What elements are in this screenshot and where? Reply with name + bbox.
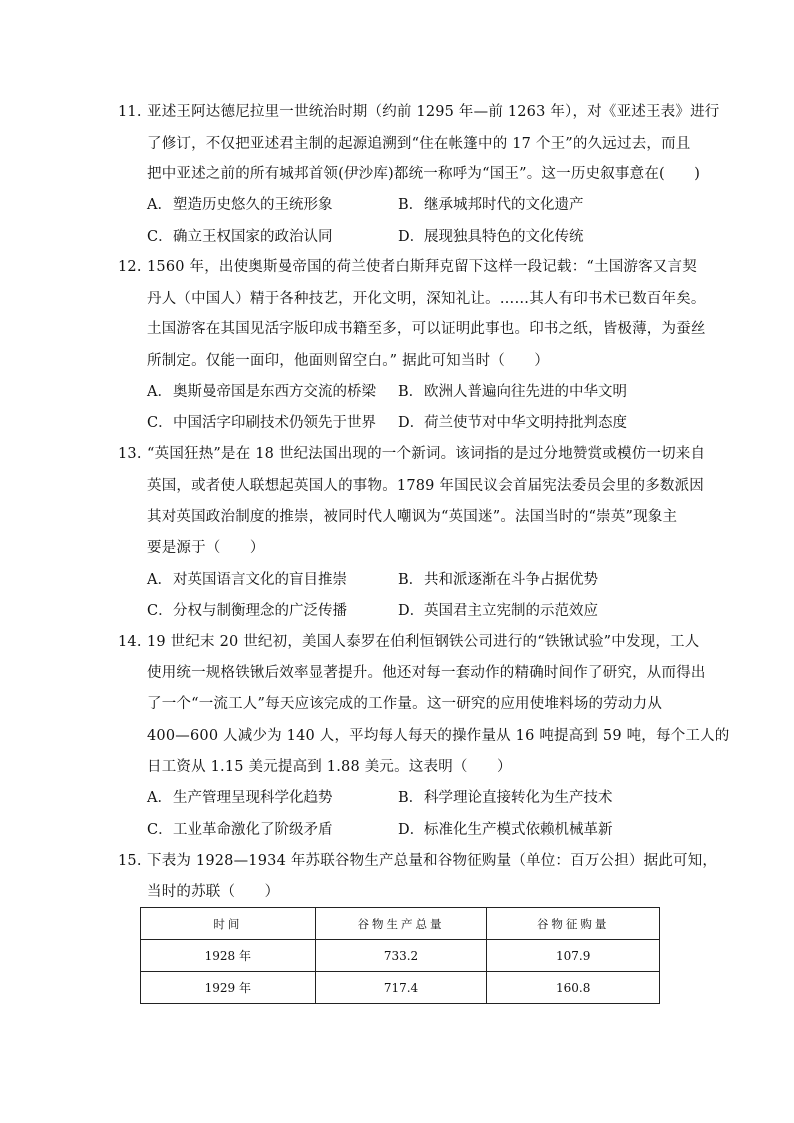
option-text: 分权与制衡理念的广泛传播 xyxy=(173,603,347,619)
option-text: 中国活字印刷技术仍领先于世界 xyxy=(173,415,376,431)
question-text-line: 使用统一规格铁锹后效率显著提升。他还对每一套动作的精确时间作了研究，从而得出 xyxy=(147,665,706,681)
option-label: D． xyxy=(398,229,425,245)
table-header-row xyxy=(141,908,660,940)
table-cell: 733.2 xyxy=(315,940,487,972)
option-text: 标准化生产模式依赖机械革新 xyxy=(424,822,613,838)
grain-table xyxy=(140,907,660,1004)
option-a[interactable] xyxy=(147,570,347,590)
question-text-line: 了一个“一流工人”每天应该完成的工作量。这一研究的应用使堆料场的劳动力从 xyxy=(147,696,663,712)
option-c[interactable] xyxy=(147,413,376,433)
option-c[interactable] xyxy=(147,601,347,621)
option-label: B． xyxy=(398,384,424,400)
option-c[interactable] xyxy=(147,820,333,840)
option-label: D． xyxy=(398,603,425,619)
question-number: 13. xyxy=(118,446,142,462)
question-number: 15. xyxy=(118,853,142,869)
option-text: 英国君主立宪制的示范效应 xyxy=(424,603,598,619)
option-b[interactable] xyxy=(398,382,627,402)
option-text: 工业革命激化了阶级矛盾 xyxy=(173,822,333,838)
question-text-line: 了修订，不仅把亚述君主制的起源追溯到“住在帐篷中的 17 个王”的久远过去，而且 xyxy=(147,136,691,152)
option-a[interactable] xyxy=(147,788,333,808)
option-label: C． xyxy=(147,415,173,431)
option-text: 继承城邦时代的文化遗产 xyxy=(424,197,584,213)
table-cell: 717.4 xyxy=(315,972,487,1004)
question-text-line: 所制定。仅能一面印，他面则留空白。” 据此可知当时（ ） xyxy=(147,353,550,369)
question-text-line: 下表为 1928—1934 年苏联谷物生产总量和谷物征购量（单位：百万公担）据此可知， xyxy=(147,853,718,869)
question-text-line: 日工资从 1.15 美元提高到 1.88 美元。这表明（ ） xyxy=(147,759,512,775)
option-label: C． xyxy=(147,229,173,245)
question-text-line: 把中亚述之前的所有城邦首领(伊沙库)都统一称呼为“国王”。这一历史叙事意在( ) xyxy=(147,166,701,182)
table-cell: 107.9 xyxy=(487,940,660,972)
option-label: A． xyxy=(147,572,172,588)
question-text-line: 要是源于（ ） xyxy=(147,540,265,556)
table-row xyxy=(141,972,660,1004)
table-cell: 1929 年 xyxy=(141,972,316,1004)
option-label: D． xyxy=(398,822,425,838)
option-label: B． xyxy=(398,790,424,806)
option-a[interactable] xyxy=(147,382,376,402)
table-header-cell: 时间 xyxy=(141,908,316,940)
question-text-line: 其对英国政治制度的推崇，被同时代人嘲讽为“英国迷”。法国当时的“崇英”现象主 xyxy=(147,509,678,525)
table-cell: 1928 年 xyxy=(141,940,316,972)
question-text-line: 土国游客在其国见活字版印成书籍至多，可以证明此事也。印书之纸，皆极薄，为蚕丝 xyxy=(147,321,706,337)
option-text: 对英国语言文化的盲目推崇 xyxy=(173,572,347,588)
option-b[interactable] xyxy=(398,788,613,808)
table-header-cell: 谷物征购量 xyxy=(487,908,660,940)
option-d[interactable] xyxy=(398,227,584,247)
question-text-line: 19 世纪末 20 世纪初，美国人泰罗在伯利恒钢铁公司进行的“铁锹试验”中发现，工人 xyxy=(147,634,700,650)
option-d[interactable] xyxy=(398,413,627,433)
question-number: 11. xyxy=(118,104,142,120)
option-label: A． xyxy=(147,384,172,400)
option-text: 塑造历史悠久的王统形象 xyxy=(173,197,333,213)
table-row xyxy=(141,940,660,972)
option-label: B． xyxy=(398,197,424,213)
option-b[interactable] xyxy=(398,570,598,590)
question-text-line: 亚述王阿达德尼拉里一世统治时期（约前 1295 年—前 1263 年），对《亚述王表》进行 xyxy=(147,104,720,120)
option-d[interactable] xyxy=(398,601,598,621)
option-label: D． xyxy=(398,415,425,431)
option-text: 确立王权国家的政治认同 xyxy=(173,229,333,245)
option-b[interactable] xyxy=(398,195,584,215)
question-number: 12. xyxy=(118,259,142,275)
question-text-line: 1560 年，出使奥斯曼帝国的荷兰使者白斯拜克留下这样一段记载：“土国游客又言契 xyxy=(147,259,697,275)
question-text-line: 丹人（中国人）精于各种技艺，开化文明，深知礼让。……其人有印书术已数百年矣。 xyxy=(147,291,706,307)
option-text: 荷兰使节对中华文明持批判态度 xyxy=(424,415,627,431)
option-label: C． xyxy=(147,603,173,619)
option-text: 欧洲人普遍向往先进的中华文明 xyxy=(424,384,627,400)
question-text-line: 英国，或者使人联想起英国人的事物。1789 年国民议会首届宪法委员会里的多数派因 xyxy=(147,478,705,494)
question-number: 14. xyxy=(118,634,142,650)
option-text: 奥斯曼帝国是东西方交流的桥梁 xyxy=(173,384,376,400)
option-text: 生产管理呈现科学化趋势 xyxy=(173,790,333,806)
table-header-cell: 谷物生产总量 xyxy=(315,908,487,940)
option-d[interactable] xyxy=(398,820,613,840)
option-label: B． xyxy=(398,572,424,588)
table-cell: 160.8 xyxy=(487,972,660,1004)
option-label: C． xyxy=(147,822,173,838)
question-text-line: 400—600 人减少为 140 人，平均每人每天的操作量从 16 吨提高到 59 吨，每个工人的 xyxy=(147,728,730,744)
option-text: 共和派逐渐在斗争占据优势 xyxy=(424,572,598,588)
option-a[interactable] xyxy=(147,195,333,215)
option-label: A． xyxy=(147,197,172,213)
option-text: 展现独具特色的文化传统 xyxy=(424,229,584,245)
option-label: A． xyxy=(147,790,172,806)
question-text-line: “英国狂热”是在 18 世纪法国出现的一个新词。该词指的是过分地赞赏或模仿一切来自 xyxy=(147,446,706,462)
option-text: 科学理论直接转化为生产技术 xyxy=(424,790,613,806)
question-text-line: 当时的苏联（ ） xyxy=(147,884,280,900)
option-c[interactable] xyxy=(147,227,333,247)
